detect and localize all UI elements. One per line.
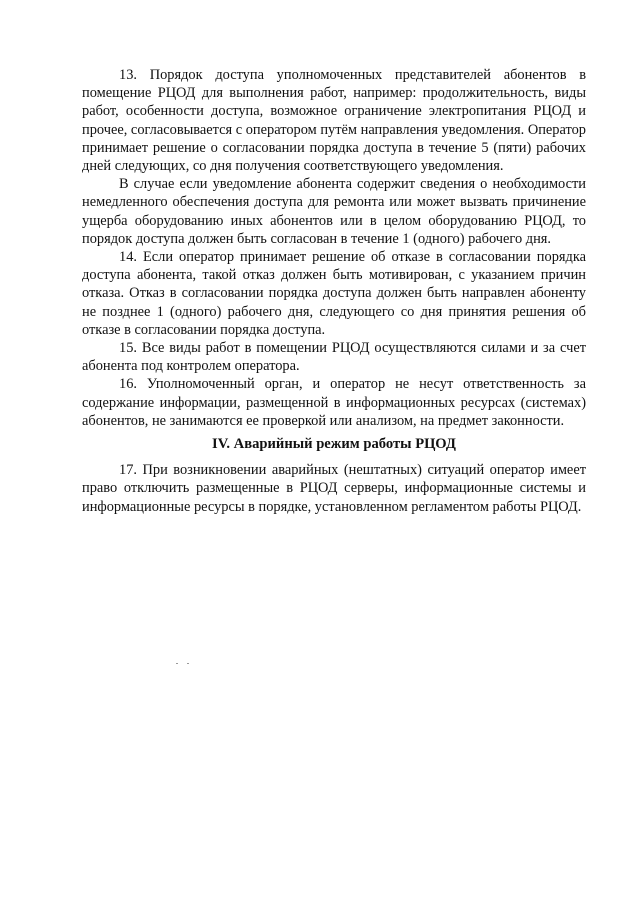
section-heading: IV. Аварийный режим работы РЦОД (212, 436, 456, 453)
paragraph-17: 17. При возникновении аварийных (нештатных) ситуаций оператор имеет право отключить размещенные в РЦОД серверы, информационные системы и информационные ресурсы в порядке, установленном регламентом работы РЦОД. (82, 462, 586, 515)
paragraph-13-continuation: В случае если уведомление абонента содержит сведения о необходимости немедленного обеспечения доступа для ремонта или может вызвать причинение ущерба оборудованию иных абонентов или в целом оборудованию РЦОД, то порядок доступа должен быть согласован в течение 1 (одного) рабочего дня. (82, 176, 586, 247)
scan-speck (187, 663, 189, 664)
paragraph-14: 14. Если оператор принимает решение об отказе в согласовании порядка доступа абонента, такой отказ должен быть мотивирован, с указанием причин отказа. Отказ в согласовании порядка доступа должен быть направлен абоненту не позднее 1 (одного) рабочего дня, следующего со дня принятия решения об отказе в согласовании порядка доступа. (82, 249, 586, 338)
scan-speck (176, 663, 178, 664)
document-page (82, 66, 586, 516)
paragraph-16: 16. Уполномоченный орган, и оператор не несут ответственность за содержание информации, размещенной в информационных ресурсах (системах) абонентов, не занимаются ее проверкой или анализом, на предмет законности. (82, 376, 586, 429)
paragraph-13: 13. Порядок доступа уполномоченных представителей абонентов в помещение РЦОД для выполнения работ, например: продолжительность, виды работ, особенности доступа, возможное ограничение электропитания РЦОД и прочее, согласовывается с оператором путём направления уведомления. Оператор принимает решение о согласовании порядка доступа в течение 5 (пяти) рабочих дней следующих, со дня получения соответствующего уведомления. (82, 67, 587, 175)
paragraph-15: 15. Все виды работ в помещении РЦОД осуществляются силами и за счет абонента под контролем оператора. (82, 340, 586, 375)
